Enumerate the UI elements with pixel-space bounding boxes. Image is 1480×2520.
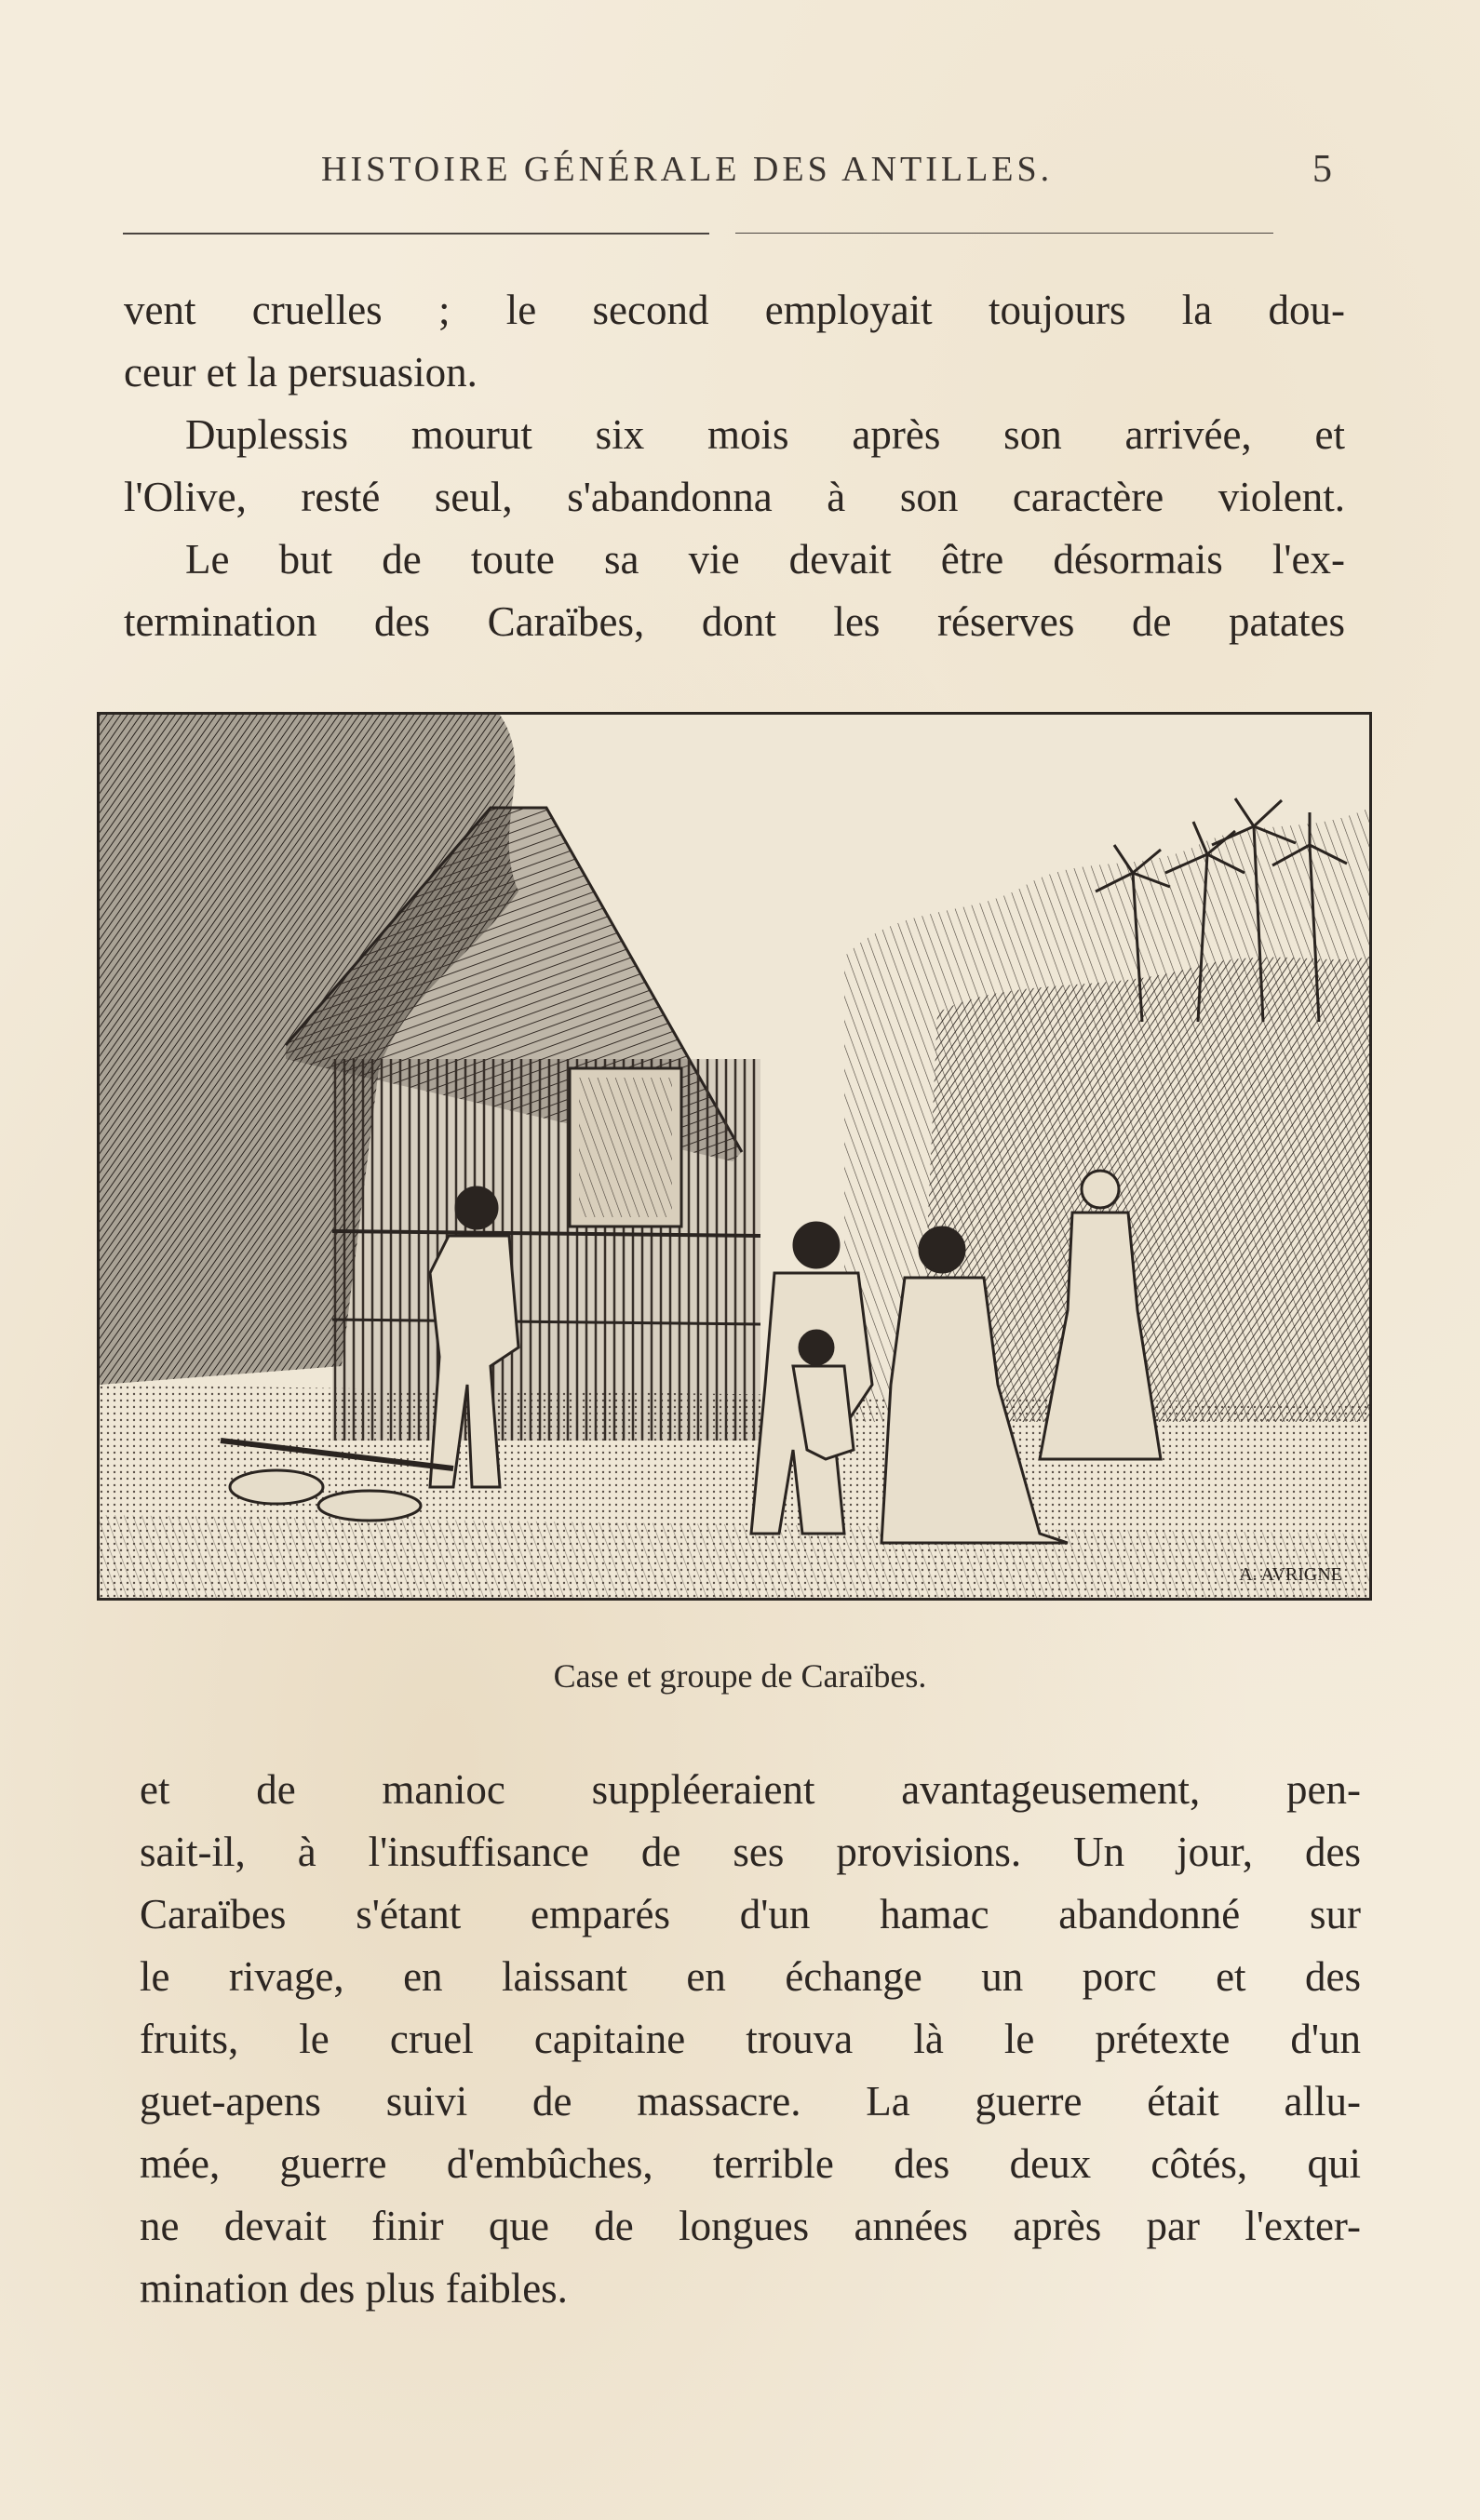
text-line: fruits, le cruel capitaine trouva là le prétexte d'un — [140, 2016, 1361, 2062]
text-line: mée, guerre d'embûches, terrible des deux côtés, qui — [140, 2140, 1361, 2187]
text-line: vent cruelles ; le second employait toujours la dou- — [124, 287, 1345, 333]
text-line: mination des plus faibles. — [140, 2265, 568, 2312]
figure-child-head — [800, 1331, 833, 1364]
running-head — [0, 149, 1480, 205]
figure-left-head — [456, 1187, 497, 1228]
paragraph-bottom — [140, 1759, 1361, 2320]
figure-man-head — [794, 1223, 839, 1267]
engraving-illustration — [97, 712, 1372, 1601]
text-line: le rivage, en laissant en échange un porc et des — [140, 1953, 1361, 2000]
page-number: 5 — [1312, 148, 1332, 191]
figure-woman-head — [920, 1227, 964, 1272]
text-line: ne devait finir que de longues années après par l'exter- — [140, 2203, 1361, 2249]
text-line: sait-il, à l'insuffisance de ses provisions. Un jour, des — [140, 1829, 1361, 1875]
running-title: HISTOIRE GÉNÉRALE DES ANTILLES. — [321, 150, 1054, 189]
text-line: Le but de toute sa vie devait être désormais l'ex- — [185, 536, 1345, 583]
text-line: ceur et la persuasion. — [124, 349, 478, 395]
header-rule-right — [735, 233, 1273, 234]
text-line: Caraïbes s'étant emparés d'un hamac abandonné sur — [140, 1891, 1361, 1937]
text-line: termination des Caraïbes, dont les réserves de patates — [124, 598, 1345, 645]
header-rule-left — [123, 233, 709, 235]
paragraph-top — [124, 279, 1345, 653]
engraving-image — [100, 715, 1369, 1598]
engraver-signature: A. AVRIGNE — [1239, 1564, 1342, 1585]
text-line: et de manioc suppléeraient avantageusement, pen- — [140, 1766, 1361, 1813]
figure-caption: Case et groupe de Caraïbes. — [553, 1657, 927, 1695]
figure-right-head — [1082, 1171, 1119, 1208]
text-line: l'Olive, resté seul, s'abandonna à son caractère violent. — [124, 474, 1345, 520]
text-line: Duplessis mourut six mois après son arrivée, et — [185, 411, 1345, 458]
text-line: guet-apens suivi de massacre. La guerre était allu- — [140, 2078, 1361, 2125]
